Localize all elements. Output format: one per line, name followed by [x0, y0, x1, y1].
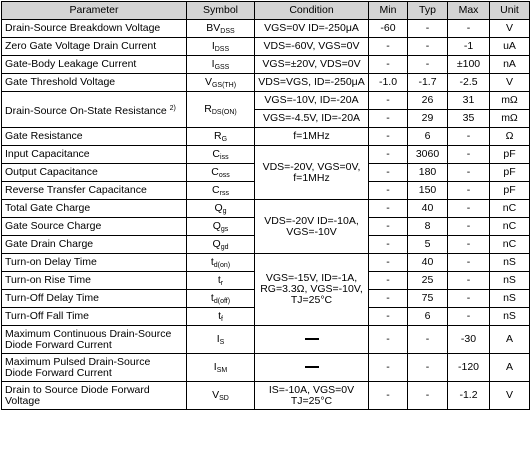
unit-cell: nS [490, 254, 530, 272]
max-cell: - [448, 218, 490, 236]
unit-cell: mΩ [490, 92, 530, 110]
symbol-cell: $Q_{gd}$ [187, 236, 255, 254]
unit-cell: nC [490, 200, 530, 218]
table-row [2, 254, 530, 272]
unit-cell: pF [490, 146, 530, 164]
param-cell: Turn-on Delay Time [2, 254, 187, 272]
param-cell: Gate Resistance [2, 128, 187, 146]
symbol-cell: $t_r$ [187, 272, 255, 290]
unit-cell: pF [490, 182, 530, 200]
typ-cell: 3060 [408, 146, 448, 164]
unit-cell: nA [490, 56, 530, 74]
max-cell: - [448, 254, 490, 272]
unit-cell: nC [490, 218, 530, 236]
typ-cell: 40 [408, 254, 448, 272]
unit-cell: mΩ [490, 110, 530, 128]
max-cell: -120 [448, 354, 490, 382]
typ-cell: 150 [408, 182, 448, 200]
table-row [2, 56, 530, 74]
unit-cell: nS [490, 290, 530, 308]
param-cell: Maximum Pulsed Drain-Source Diode Forward Current [2, 354, 187, 382]
min-cell: - [369, 272, 408, 290]
param-cell: Turn-Off Delay Time [2, 290, 187, 308]
min-cell: - [369, 236, 408, 254]
not-applicable-dash [305, 338, 319, 340]
condition-cell: VGS=-10V, ID=-20A [255, 92, 369, 110]
param-cell: Gate Drain Charge [2, 236, 187, 254]
symbol-cell: $I_{SM}$ [187, 354, 255, 382]
symbol-cell: $C_{iss}$ [187, 146, 255, 164]
max-cell: - [448, 182, 490, 200]
unit-cell: nS [490, 272, 530, 290]
min-cell: - [369, 354, 408, 382]
condition-cell: VDS=-60V, VGS=0V [255, 38, 369, 56]
min-cell: - [369, 326, 408, 354]
max-cell: ±100 [448, 56, 490, 74]
param-cell: Gate Threshold Voltage [2, 74, 187, 92]
condition-cell [255, 326, 369, 354]
max-cell: - [448, 20, 490, 38]
symbol-cell: $t_{d(off)}$ [187, 290, 255, 308]
typ-cell: - [408, 354, 448, 382]
min-cell: - [369, 182, 408, 200]
condition-cell: VGS=-4.5V, ID=-20A [255, 110, 369, 128]
col-parameter: Parameter [2, 2, 187, 20]
symbol-cell: $C_{oss}$ [187, 164, 255, 182]
header-row [2, 2, 530, 20]
table-row [2, 38, 530, 56]
symbol-cell: $BV_{DSS}$ [187, 20, 255, 38]
typ-cell: - [408, 38, 448, 56]
max-cell: 35 [448, 110, 490, 128]
max-cell: -1 [448, 38, 490, 56]
unit-cell: A [490, 354, 530, 382]
col-symbol: Symbol [187, 2, 255, 20]
unit-cell: nS [490, 308, 530, 326]
symbol-cell: $t_{d(on)}$ [187, 254, 255, 272]
col-condition: Condition [255, 2, 369, 20]
symbol-cell: $I_{DSS}$ [187, 38, 255, 56]
typ-cell: -1.7 [408, 74, 448, 92]
typ-cell: - [408, 382, 448, 410]
param-cell: Gate-Body Leakage Current [2, 56, 187, 74]
condition-cell: VDS=VGS, ID=-250μA [255, 74, 369, 92]
typ-cell: 29 [408, 110, 448, 128]
min-cell: - [369, 38, 408, 56]
unit-cell: V [490, 382, 530, 410]
typ-cell: - [408, 56, 448, 74]
typ-cell: - [408, 20, 448, 38]
min-cell: - [369, 56, 408, 74]
table-row [2, 146, 530, 164]
min-cell: - [369, 200, 408, 218]
max-cell: - [448, 146, 490, 164]
table-row [2, 128, 530, 146]
param-cell: Output Capacitance [2, 164, 187, 182]
table-row [2, 382, 530, 410]
condition-cell: VGS=-15V, ID=-1A, RG=3.3Ω, VGS=-10V, TJ=25°C [255, 254, 369, 326]
typ-cell: 26 [408, 92, 448, 110]
max-cell: - [448, 164, 490, 182]
min-cell: - [369, 128, 408, 146]
unit-cell: pF [490, 164, 530, 182]
table-row [2, 354, 530, 382]
max-cell: - [448, 128, 490, 146]
min-cell: - [369, 290, 408, 308]
condition-cell: IS=-10A, VGS=0V TJ=25°C [255, 382, 369, 410]
param-cell: Turn-Off Fall Time [2, 308, 187, 326]
min-cell: -60 [369, 20, 408, 38]
symbol-cell: $V_{GS(TH)}$ [187, 74, 255, 92]
table-row [2, 20, 530, 38]
table-row [2, 74, 530, 92]
min-cell: - [369, 110, 408, 128]
typ-cell: 180 [408, 164, 448, 182]
electrical-characteristics-table [1, 1, 530, 410]
max-cell: - [448, 308, 490, 326]
min-cell: - [369, 92, 408, 110]
symbol-cell: $V_{SD}$ [187, 382, 255, 410]
typ-cell: - [408, 326, 448, 354]
condition-cell [255, 354, 369, 382]
max-cell: - [448, 236, 490, 254]
min-cell: - [369, 308, 408, 326]
param-cell: Turn-on Rise Time [2, 272, 187, 290]
param-cell: Input Capacitance [2, 146, 187, 164]
min-cell: - [369, 218, 408, 236]
typ-cell: 40 [408, 200, 448, 218]
min-cell: - [369, 164, 408, 182]
typ-cell: 5 [408, 236, 448, 254]
unit-cell: V [490, 74, 530, 92]
param-cell: Zero Gate Voltage Drain Current [2, 38, 187, 56]
max-cell: -1.2 [448, 382, 490, 410]
symbol-cell: $Q_g$ [187, 200, 255, 218]
col-typ: Typ [408, 2, 448, 20]
typ-cell: 75 [408, 290, 448, 308]
unit-cell: V [490, 20, 530, 38]
param-cell: Gate Source Charge [2, 218, 187, 236]
symbol-cell: $R_G$ [187, 128, 255, 146]
symbol-cell: $C_{rss}$ [187, 182, 255, 200]
min-cell: - [369, 146, 408, 164]
max-cell: - [448, 200, 490, 218]
symbol-cell: $I_S$ [187, 326, 255, 354]
table-row [2, 326, 530, 354]
table-row [2, 200, 530, 218]
max-cell: -30 [448, 326, 490, 354]
param-cell: Drain to Source Diode Forward Voltage [2, 382, 187, 410]
unit-cell: nC [490, 236, 530, 254]
max-cell: - [448, 272, 490, 290]
min-cell: - [369, 254, 408, 272]
condition-cell: f=1MHz [255, 128, 369, 146]
typ-cell: 8 [408, 218, 448, 236]
symbol-cell: $Q_{gs}$ [187, 218, 255, 236]
table-row [2, 92, 530, 110]
symbol-cell: $R_{DS(ON)}$ [187, 92, 255, 128]
param-cell: Drain-Source Breakdown Voltage [2, 20, 187, 38]
unit-cell: uA [490, 38, 530, 56]
typ-cell: 6 [408, 128, 448, 146]
min-cell: - [369, 382, 408, 410]
symbol-cell: $I_{GSS}$ [187, 56, 255, 74]
min-cell: -1.0 [369, 74, 408, 92]
condition-cell: VDS=-20V, VGS=0V, f=1MHz [255, 146, 369, 200]
condition-cell: VDS=-20V ID=-10A, VGS=-10V [255, 200, 369, 254]
max-cell: -2.5 [448, 74, 490, 92]
param-cell: Reverse Transfer Capacitance [2, 182, 187, 200]
col-max: Max [448, 2, 490, 20]
condition-cell: VGS=0V ID=-250μA [255, 20, 369, 38]
unit-cell: A [490, 326, 530, 354]
col-unit: Unit [490, 2, 530, 20]
condition-cell: VGS=±20V, VDS=0V [255, 56, 369, 74]
footnote-ref: 2) [169, 104, 176, 112]
col-min: Min [369, 2, 408, 20]
param-cell: Maximum Continuous Drain-Source Diode Forward Current [2, 326, 187, 354]
typ-cell: 6 [408, 308, 448, 326]
symbol-cell: $t_f$ [187, 308, 255, 326]
param-cell: Total Gate Charge [2, 200, 187, 218]
unit-cell: Ω [490, 128, 530, 146]
not-applicable-dash [305, 366, 319, 368]
param-cell: Drain-Source On-State Resistance $^{2)}$ [2, 92, 187, 128]
max-cell: - [448, 290, 490, 308]
typ-cell: 25 [408, 272, 448, 290]
max-cell: 31 [448, 92, 490, 110]
